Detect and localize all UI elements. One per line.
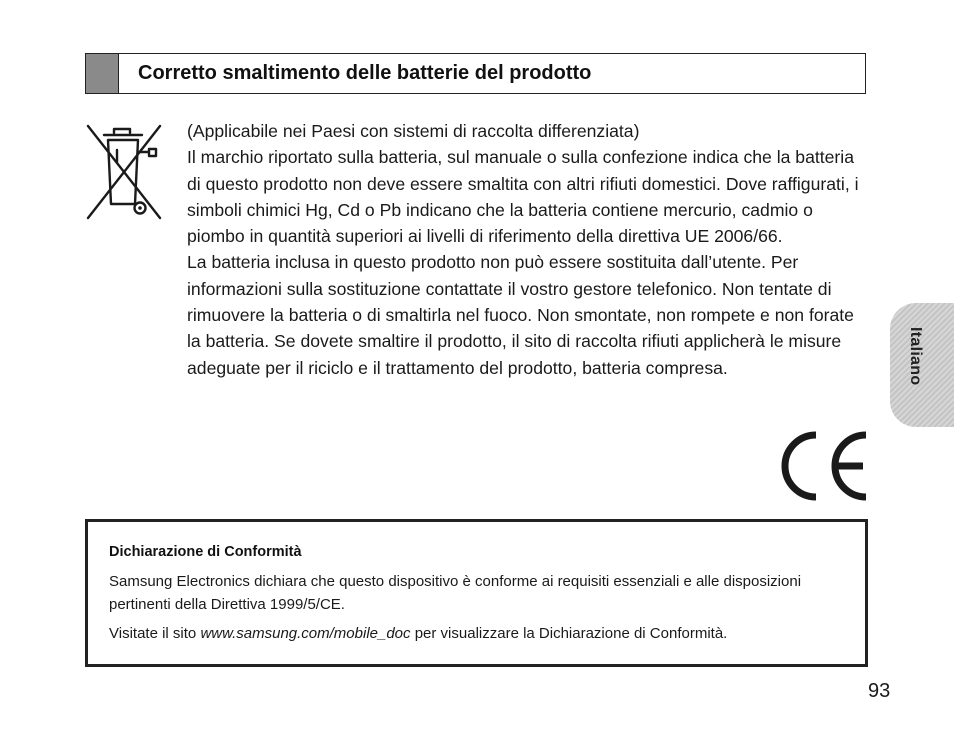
battery-disposal-text bbox=[187, 118, 867, 381]
body-paragraph: (Applicabile nei Paesi con sistemi di raccolta differenziata) Il marchio riportato sulla batteria, sul manuale o sulla confezione indica che la batteria di questo prodotto non deve essere smaltita con altri rifiuti domestici. Dove raffigurati, i simboli chimici Hg, Cd o Pb indicano che la batteria contiene mercurio, cadmio o piombo in quantità superiori ai livelli di riferimento della direttiva UE 2006/66. La batteria inclusa in questo prodotto non può essere sostituita dall’utente. Per informazioni sulla sostituzione contattate il vostro gestore telefonico. Non tentate di rimuovere la batteria o di smaltirla nel fuoco. Non smontate, non rompete e non forate la batteria. Se dovete smaltire il prodotto, il sito di raccolta rifiuti applicherà le misure adeguate per il riciclo e il trattamento del prodotto, batteria compresa. bbox=[187, 121, 859, 378]
page-number: 93 bbox=[868, 680, 891, 702]
declaration-box bbox=[85, 519, 868, 667]
crossed-out-bin-icon bbox=[84, 122, 162, 222]
declaration-text: Samsung Electronics dichiara che questo dispositivo è conforme ai requisiti essenziali e alle disposizioni pertinenti della Direttiva 1999/5/CE. bbox=[109, 573, 802, 613]
declaration-link[interactable]: www.samsung.com/mobile_doc bbox=[200, 625, 411, 642]
section-title: Corretto smaltimento delle batterie del prodotto bbox=[138, 62, 592, 84]
declaration-visit-line bbox=[109, 622, 845, 645]
language-tab-label: Italiano bbox=[907, 327, 924, 386]
ce-mark-icon bbox=[772, 430, 870, 502]
section-marker bbox=[86, 54, 119, 93]
visit-suffix: per visualizzare la Dichiarazione di Conformità. bbox=[410, 625, 728, 642]
section-header bbox=[85, 53, 866, 94]
declaration-title: Dichiarazione di Conformità bbox=[109, 544, 302, 560]
visit-prefix: Visitate il sito bbox=[109, 625, 201, 642]
language-tab[interactable] bbox=[890, 303, 954, 427]
